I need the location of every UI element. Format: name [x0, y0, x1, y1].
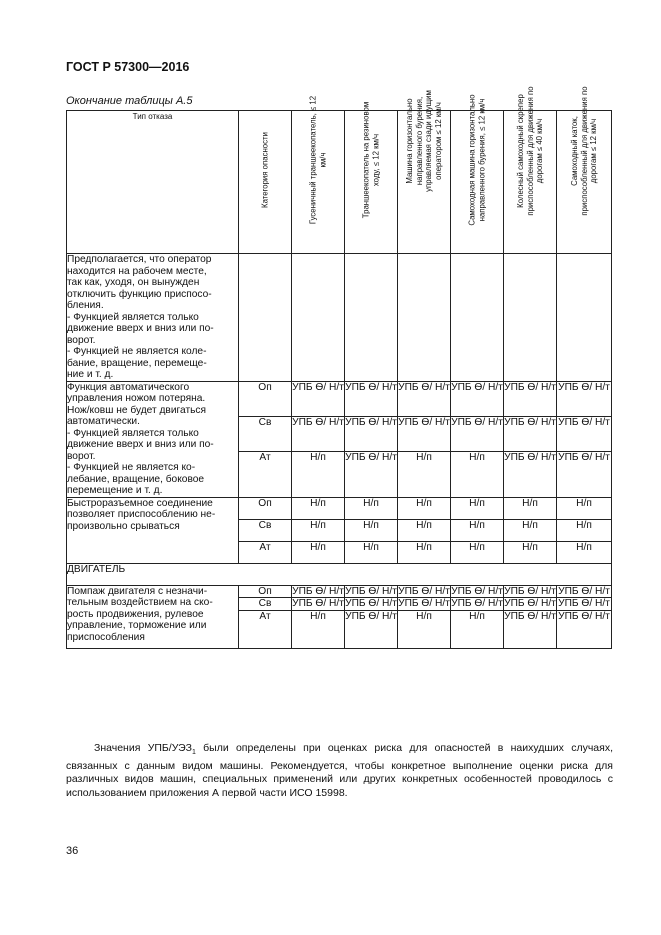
table-cell: Н/п — [504, 519, 557, 541]
hazard-category: Св — [239, 519, 292, 541]
table-cell: Н/п — [504, 497, 557, 519]
table-cell: Н/п — [398, 451, 451, 497]
table-cell: УПБ Ѳ/ Н/т — [504, 451, 557, 497]
table-cell: Н/п — [557, 541, 612, 563]
table-cell: УПБ Ѳ/ Н/т — [345, 585, 397, 597]
table-cell: УПБ Ѳ/ Н/т — [557, 381, 612, 416]
column-header-roller: Самоходный каток, приспособленный для движения по дорогам ≤ 12 км/ч — [557, 111, 612, 254]
table-cell: УПБ Ѳ/ Н/т — [558, 598, 610, 609]
footnote-text-start: Значения УПБ/УЭЗ — [94, 742, 192, 754]
table-cell: Н/п — [292, 519, 345, 541]
table-cell: Н/п — [451, 541, 504, 563]
table-cell: Н/п — [292, 541, 345, 563]
table-cell: Н/п — [345, 541, 398, 563]
table-cell: Н/п — [398, 610, 451, 648]
table-cell: УПБ Ѳ/ Н/т — [292, 416, 345, 451]
footnote-text-continued: были определены при оценках риска для опасностей в наихудших случаях, связанных с — [66, 742, 614, 772]
table-cell: УПБ Ѳ/ Н/т — [345, 598, 397, 609]
table-cell: УПБ Ѳ/ Н/т — [398, 416, 451, 451]
table-cell: Н/п — [504, 541, 557, 563]
document-header: ГОСТ Р 57300—2016 — [66, 60, 190, 74]
hazard-category: Св — [239, 598, 292, 611]
table-cell: УПБ Ѳ/ Н/т — [451, 585, 503, 597]
column-header-failure-type: Тип отказа — [67, 111, 239, 254]
hazard-category: Ат — [239, 451, 292, 497]
hazard-category: Оп — [239, 497, 292, 519]
table-cell: Н/п — [292, 451, 345, 497]
table-cell: Н/п — [451, 451, 504, 497]
table-cell: УПБ Ѳ/ Н/т — [398, 381, 451, 416]
footnote-text-rest: данным видом машины. Рекомендуется, чтобы конкретное выполнение оценки риска для различных видов машин, специальных применений или других конкретных особенностей проводилось с использованием приложения А первой части ИСО 15998. — [66, 759, 613, 799]
table-cell: Н/п — [557, 497, 612, 519]
table-cell: Н/п — [451, 610, 504, 648]
column-header-hazard-category: Категория опасности — [239, 111, 292, 254]
table-cell: Н/п — [451, 497, 504, 519]
failure-description: Быстроразъемное соединение позволяет приспособлению не- произвольно срываться — [67, 497, 239, 563]
table-cell: УПБ Ѳ/ Н/т — [451, 416, 504, 451]
failure-description: Помпаж двигателя с незначи- тельным воздействием на ско- рость продвижения, рулевое управление, торможение или приспособления — [67, 585, 239, 648]
section-title-engine: ДВИГАТЕЛЬ — [67, 563, 612, 585]
column-header-walk-behind-hdd: Машина горизонтально направленного бурения, управляемая сзади идущим оператором ≤ 12 км/ч — [398, 111, 451, 254]
table-cell: Н/п — [557, 519, 612, 541]
table-row — [67, 585, 612, 598]
table-cell: УПБ Ѳ/ Н/т — [557, 416, 612, 451]
table-cell: УПБ Ѳ/ Н/т — [398, 585, 450, 597]
hazard-category: Оп — [239, 381, 292, 416]
table-cell: УПБ Ѳ/ Н/т — [292, 381, 345, 416]
table-cell: Н/п — [345, 497, 398, 519]
table-cell: УПБ Ѳ/ Н/т — [504, 381, 557, 416]
table-cell: УПБ Ѳ/ Н/т — [504, 598, 556, 609]
table-cell: УПБ Ѳ/ Н/т — [557, 451, 612, 497]
table-cell: Н/п — [345, 519, 398, 541]
column-header-self-propelled-hdd: Самоходная машина горизонтально направленного бурения, ≤ 12 км/ч — [451, 111, 504, 254]
table-cell: УПБ Ѳ/ Н/т — [557, 610, 612, 648]
table-cell: УПБ Ѳ/ Н/т — [558, 585, 610, 597]
table-cell: УПБ Ѳ/ Н/т — [345, 451, 398, 497]
table-cell: Н/п — [292, 610, 345, 648]
hazard-category: Ат — [239, 541, 292, 563]
footnote-paragraph — [66, 742, 613, 800]
table-cell: УПБ Ѳ/ Н/т — [292, 598, 344, 609]
table-cell: УПБ Ѳ/ Н/т — [398, 598, 450, 609]
column-header-rubber-trencher: Траншеекопатель на резиновом ходу, ≤ 12 км/ч — [345, 111, 398, 254]
section-row — [67, 563, 612, 585]
table-cell: УПБ Ѳ/ Н/т — [345, 610, 398, 648]
table-caption: Окончание таблицы А.5 — [66, 95, 193, 107]
table-header-row — [67, 111, 612, 254]
table-cell: Н/п — [451, 519, 504, 541]
table-cell: Н/п — [398, 497, 451, 519]
table-cell: Н/п — [398, 519, 451, 541]
table-cell: УПБ Ѳ/ Н/т — [451, 381, 504, 416]
table-cell: УПБ Ѳ/ Н/т — [504, 585, 556, 597]
page-number: 36 — [66, 845, 79, 857]
failure-description: Функция автоматического управления ножом потеряна. Нож/ковш не будет двигаться автоматически. - Функцией является только движение вверх и вниз или по- ворот. - Функцией не является ко- лебание, вращение, боковое перемещение и т. д. — [67, 381, 239, 497]
table-cell: УПБ Ѳ/ Н/т — [292, 585, 344, 597]
table-row — [67, 381, 612, 416]
column-header-crawler-trencher: Гусеничный траншеекопатель, ≤ 12 км/ч — [292, 111, 345, 254]
failure-description: Предполагается, что оператор находится на рабочем месте, так как, уходя, он вынужден отключить функцию приспосо- бления. - Функцией является только движение вверх и вниз или по- ворот. - Функцией не является коле- бание, вращение, перемеще- ние и т. д. — [67, 254, 239, 382]
table-cell: УПБ Ѳ/ Н/т — [451, 598, 503, 609]
table-cell: УПБ Ѳ/ Н/т — [504, 610, 557, 648]
table-cell: УПБ Ѳ/ Н/т — [345, 416, 398, 451]
column-header-wheeled-scraper: Колесный самоходный скрепер приспособленный для движения по дорогам ≤ 40 км/ч — [504, 111, 557, 254]
table-cell: Н/п — [292, 497, 345, 519]
hazard-category: Оп — [239, 585, 292, 598]
footnote-subscript: 1 — [191, 749, 196, 757]
table-cell: УПБ Ѳ/ Н/т — [345, 381, 398, 416]
table-row — [67, 497, 612, 519]
hazard-category: Ат — [239, 610, 292, 648]
table-cell: УПБ Ѳ/ Н/т — [504, 416, 557, 451]
table-cell: Н/п — [398, 541, 451, 563]
hazard-category: Св — [239, 416, 292, 451]
table-row — [67, 254, 612, 382]
